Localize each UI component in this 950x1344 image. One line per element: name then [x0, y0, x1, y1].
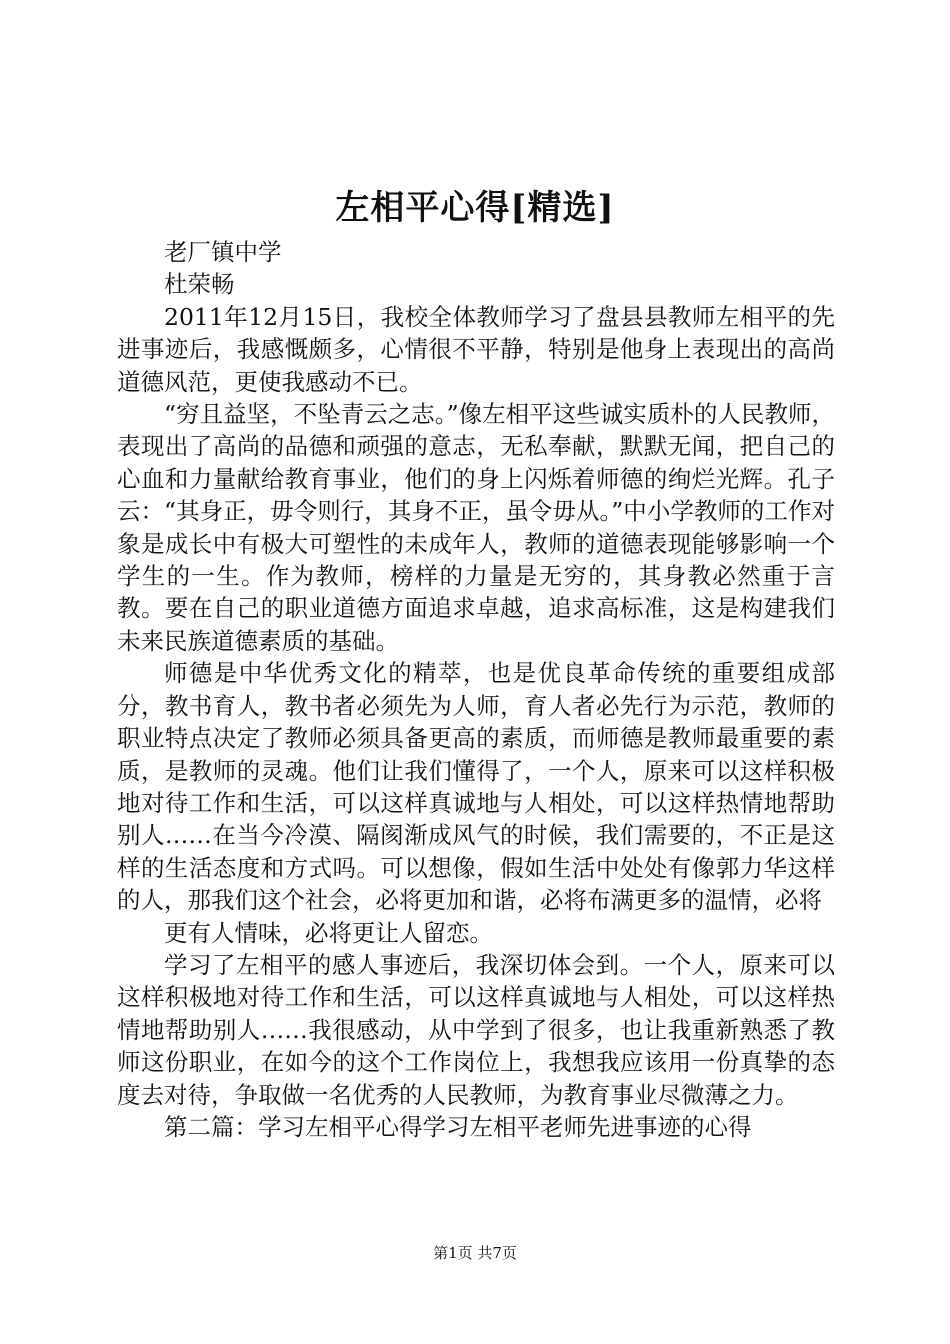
paragraph: 学习了左相平的感人事迹后，我深切体会到。一个人，原来可以这样积极地对待工作和生活，可以这样真诚地与人相处，可以这样热情地帮助别人……我很感动，从中学到了很多，也让我重新熟悉了教师这份职业，在如今的这个工作岗位上，我想我应该用一份真挚的态度去对待，争取做一名优秀的人民教师，为教育事业尽微薄之力。	[117, 950, 835, 1109]
paragraph-school: 老厂镇中学	[164, 238, 282, 266]
paragraph: 师德是中华优秀文化的精萃，也是优良革命传统的重要组成部分，教书育人，教书者必须先为人师，育人者必先行为示范，教师的职业特点决定了教师必须具备更高的素质，而师德是教师最重要的素质，是教师的灵魂。他们让我们懂得了，一个人，原来可以这样积极地对待工作和生活，可以这样真诚地与人相处，可以这样热情地帮助别人……在当今冷漠、隔阂渐成风气的时候，我们需要的，不正是这样的生活态度和方式吗。可以想像，假如生活中处处有像郭力华这样的人，那我们这个社会，必将更加和谐，必将布满更多的温情，必将	[117, 659, 835, 915]
paragraph: 更有人情味，必将更让人留恋。	[164, 918, 493, 947]
document-title: 左相平心得[精选]	[335, 188, 615, 228]
paragraph: 2011年12月15日，我校全体教师学习了盘县县教师左相平的先进事迹后，我感慨颇多，心情很不平静，特别是他身上表现出的高尚道德风范，更使我感动不已。	[117, 302, 835, 396]
paragraph-section-heading: 第二篇：学习左相平心得学习左相平老师先进事迹的心得	[164, 1112, 752, 1141]
document-body	[117, 236, 835, 1143]
paragraph-author: 杜荣畅	[164, 270, 235, 299]
page-number-footer: 第1页 共7页	[433, 1244, 517, 1262]
paragraph: “穷且益坚，不坠青云之志。”像左相平这些诚实质朴的人民教师，表现出了高尚的品德和顽强的意志，无私奉献，默默无闻，把自己的心血和力量献给教育事业，他们的身上闪烁着师德的绚烂光辉。孔子云：“其身正，毋令则行，其身不正，虽令毋从。”中小学教师的工作对象是成长中有极大可塑性的未成年人，教师的道德表现能够影响一个学生的一生。作为教师，榜样的力量是无穷的，其身教必然重于言教。要在自己的职业道德方面追求卓越，追求高标准，这是构建我们未来民族道德素质的基础。	[117, 400, 835, 655]
